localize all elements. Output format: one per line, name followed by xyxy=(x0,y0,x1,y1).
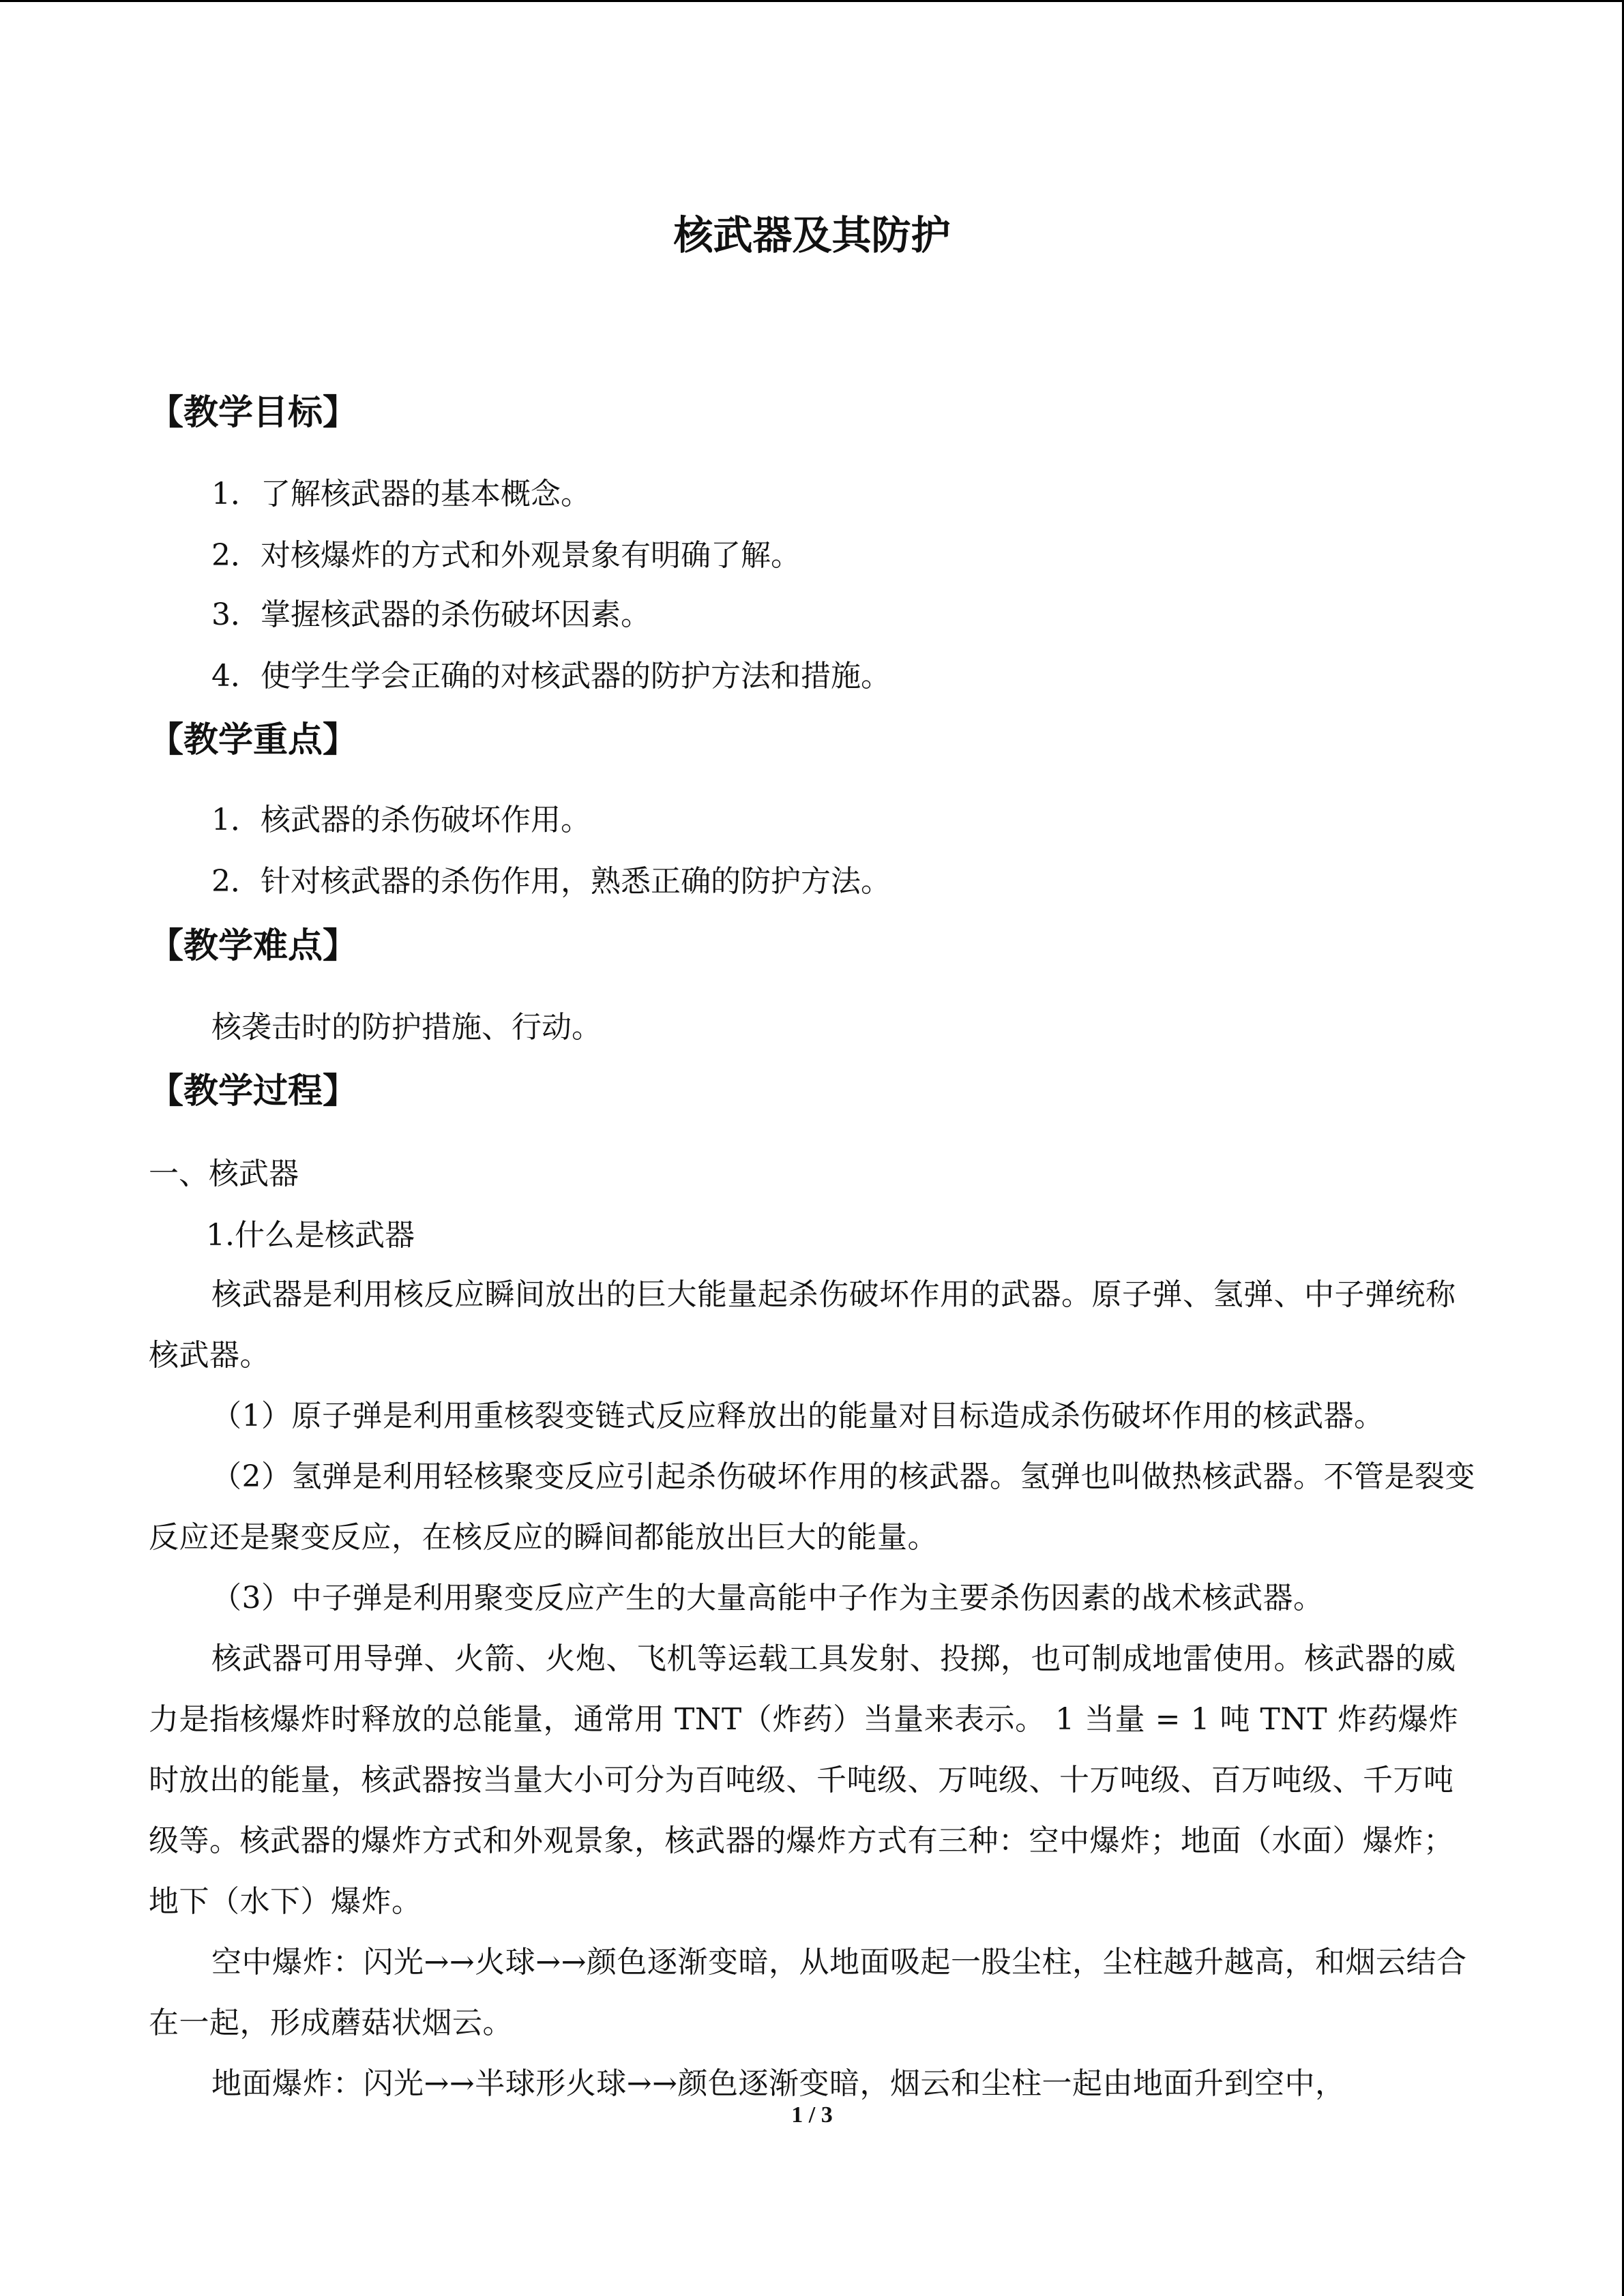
body-paragraph: 核武器是利用核反应瞬间放出的巨大能量起杀伤破坏作用的武器。原子弹、氢弹、中子弹统称核武器。 xyxy=(149,1277,1456,1373)
page-number: 1 / 3 xyxy=(791,2102,833,2128)
section-heading-key-points: 【教学重点】 xyxy=(149,719,358,760)
objective-item: 3．掌握核武器的杀伤破坏因素。 xyxy=(211,597,651,632)
body-paragraph: 核武器可用导弹、火箭、火炮、飞机等运载工具发射、投掷，也可制成地雷使用。核武器的威力是指核爆炸时释放的总能量，通常用 TNT（炸药）当量来表示。 1 当量 = 1 吨 TNT 炸药爆炸时放出的能量，核武器按当量大小可分为百吨级、千吨级、万吨级、十万吨级、百万吨级、千万吨级等。核武器的爆炸方式和外观景象，核武器的爆炸方式有三种：空中爆炸；地面（水面）爆炸；地下（水下）爆炸。 xyxy=(149,1641,1459,1919)
objective-item: 2．对核爆炸的方式和外观景象有明确了解。 xyxy=(211,538,801,573)
page-border-top xyxy=(0,0,1624,2)
key-point-item: 1．核武器的杀伤破坏作用。 xyxy=(211,803,591,837)
difficulty-text: 核袭击时的防护措施、行动。 xyxy=(211,1010,602,1045)
objective-item: 1．了解核武器的基本概念。 xyxy=(211,477,591,511)
section-heading-process: 【教学过程】 xyxy=(149,1071,358,1112)
document-title: 核武器及其防护 xyxy=(673,212,951,258)
key-point-item: 2．针对核武器的杀伤作用，熟悉正确的防护方法。 xyxy=(211,864,891,899)
body-paragraph: （1）原子弹是利用重核裂变链式反应释放出的能量对目标造成杀伤破坏作用的核武器。 xyxy=(211,1399,1385,1433)
body-paragraph: （2）氢弹是利用轻核聚变反应引起杀伤破坏作用的核武器。氢弹也叫做热核武器。不管是裂变反应还是聚变反应，在核反应的瞬间都能放出巨大的能量。 xyxy=(149,1459,1475,1555)
objective-item: 4．使学生学会正确的对核武器的防护方法和措施。 xyxy=(211,659,891,694)
section-heading-difficulties: 【教学难点】 xyxy=(149,925,358,966)
body-paragraph: （3）中子弹是利用聚变反应产生的大量高能中子作为主要杀伤因素的战术核武器。 xyxy=(211,1581,1324,1615)
section-heading-objectives: 【教学目标】 xyxy=(149,392,358,433)
part-title: 一、核武器 xyxy=(149,1157,299,1191)
subsection-title: 1.什么是核武器 xyxy=(206,1218,415,1253)
body-paragraph: 地面爆炸：闪光→→半球形火球→→颜色逐渐变暗，烟云和尘柱一起由地面升到空中， xyxy=(211,2066,1346,2101)
body-paragraph: 空中爆炸：闪光→→火球→→颜色逐渐变暗，从地面吸起一股尘柱，尘柱越升越高，和烟云结合在一起，形成蘑菇状烟云。 xyxy=(149,1945,1467,2040)
